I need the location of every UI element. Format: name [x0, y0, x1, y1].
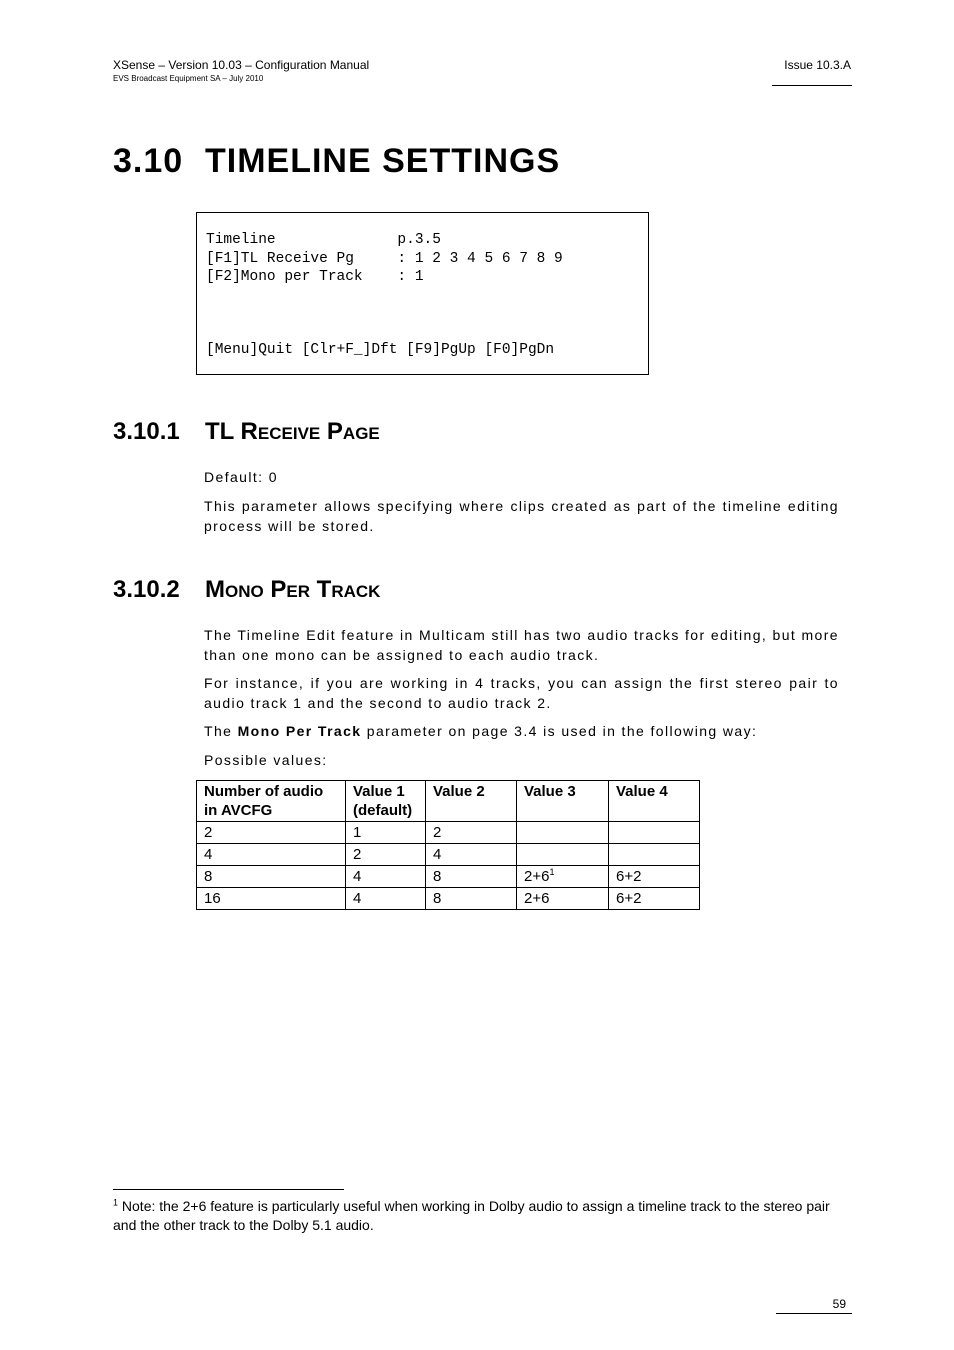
screen-line-tl-receive: [F1]TL Receive Pg : 1 2 3 4 5 6 7 8 9 — [206, 250, 563, 267]
values-table — [196, 780, 700, 910]
table-cell — [609, 822, 700, 844]
table-row — [197, 844, 700, 866]
footnote-mark: 1 — [113, 1197, 119, 1208]
table-cell: 8 — [426, 866, 517, 888]
header-divider — [772, 85, 852, 86]
table-header-cell: Value 4 — [609, 781, 700, 822]
header-title: XSense – Version 10.03 – Configuration Manual — [113, 58, 370, 72]
footnote — [113, 1197, 843, 1235]
table-cell: 6+2 — [609, 888, 700, 910]
footnote-text: Note: the 2+6 feature is particularly useful when working in Dolby audio to assign a timeline track to the stereo pair and the other track to the Dolby 5.1 audio. — [113, 1198, 830, 1233]
section-title: TIMELINE SETTINGS — [205, 142, 561, 180]
table-cell: 4 — [426, 844, 517, 866]
table-cell: 4 — [346, 866, 426, 888]
table-cell: 8 — [426, 888, 517, 910]
footnote-divider — [113, 1189, 344, 1190]
table-row — [197, 822, 700, 844]
table-cell: 4 — [197, 844, 346, 866]
possible-values-label: Possible values: — [204, 752, 328, 768]
subsection-number-1: 3.10.1 — [113, 418, 180, 445]
mono-paragraph-3 — [204, 722, 839, 742]
mono-paragraph-1: The Timeline Edit feature in Multicam still has two audio tracks for editing, but more than one mono can be assigned to each audio track. — [204, 627, 839, 663]
subsection-number-2: 3.10.2 — [113, 576, 180, 603]
table-row — [197, 866, 700, 888]
screen-line-mono-per-track: [F2]Mono per Track : 1 — [206, 269, 424, 285]
table-header-cell: Number of audio in AVCFG — [197, 781, 346, 822]
table-cell: 2+6 — [517, 888, 609, 910]
table-cell: 2 — [426, 822, 517, 844]
screen-line-footer: [Menu]Quit [Clr+F_]Dft [F9]PgUp [F0]PgDn — [206, 342, 555, 358]
header-issue: Issue 10.3.A — [784, 58, 851, 72]
table-header-cell: Value 3 — [517, 781, 609, 822]
tl-receive-description: This parameter allows specifying where clips created as part of the timeline editing process will be stored. — [204, 498, 839, 534]
table-cell: 1 — [346, 822, 426, 844]
table-cell — [517, 844, 609, 866]
menu-screen — [196, 212, 649, 375]
page-number: 59 — [832, 1297, 846, 1311]
mono-paragraph-3-pre: The — [204, 723, 238, 739]
mono-paragraph-3-post: parameter on page 3.4 is used in the following way: — [361, 723, 758, 739]
screen-line-title: Timeline p.3.5 — [206, 232, 441, 248]
table-header-cell: Value 2 — [426, 781, 517, 822]
mono-per-track-term: Mono Per Track — [237, 723, 362, 739]
table-cell — [517, 822, 609, 844]
header-subtitle: EVS Broadcast Equipment SA – July 2010 — [113, 74, 264, 83]
default-value-text: Default: 0 — [204, 469, 278, 485]
table-row — [197, 888, 700, 910]
table-cell — [609, 844, 700, 866]
table-header-cell: Value 1 (default) — [346, 781, 426, 822]
subsection-heading-1 — [113, 418, 380, 446]
subsection-title-1: TL Receive Page — [205, 418, 380, 445]
table-cell-value: 2+6 — [524, 868, 550, 885]
table-cell: 16 — [197, 888, 346, 910]
table-header-row — [197, 781, 700, 822]
table-cell: 6+2 — [609, 866, 700, 888]
subsection-title-2: Mono Per Track — [205, 576, 381, 603]
table-cell: 2 — [346, 844, 426, 866]
table-cell: 4 — [346, 888, 426, 910]
table-cell — [517, 866, 609, 888]
section-number: 3.10 — [113, 142, 184, 180]
page-number-divider — [776, 1313, 852, 1314]
subsection-heading-2 — [113, 576, 380, 604]
mono-paragraph-2: For instance, if you are working in 4 tracks, you can assign the first stereo pair to audio track 1 and the second to audio track 2. — [204, 675, 839, 711]
section-heading — [113, 142, 560, 181]
footnote-reference[interactable]: 1 — [549, 867, 555, 877]
table-cell: 8 — [197, 866, 346, 888]
table-cell: 2 — [197, 822, 346, 844]
